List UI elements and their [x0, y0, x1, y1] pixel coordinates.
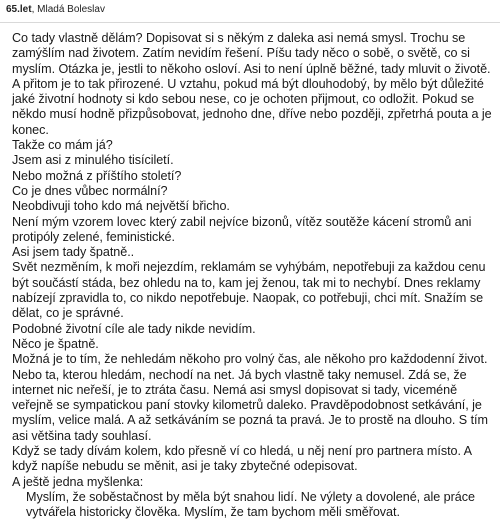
- post-paragraph: Myslím, že soběstačnost by měla být snahou lidí. Ne výlety a dovolené, ale práce vytvářela historicky člověka. Myslím, že tam bychom měli směřovat.: [26, 489, 475, 520]
- post-paragraph: Svět nezměním, k moři nejezdím, reklamám se vyhýbám, nepotřebuji za každou cenu být součástí stáda, bez ohledu na to, kam jej ženou, tak mi to nechybí. Dnes reklamy nabízejí zpravidla to, co nikdo nepotřebuje. Naopak, co potřebuji, chci mít. Snažím se dělat, co je správné.: [12, 260, 486, 321]
- post-paragraph: Něco je špatně.: [12, 336, 99, 351]
- post-paragraph: Takže co mám já?: [12, 138, 113, 153]
- post-paragraph: Když se tady dívám kolem, kdo přesně ví co hledá, u něj není pro partnera místo. A když napíše nebudu se měnit, asi je taky zbytečné odepisovat.: [12, 444, 472, 474]
- profile-location: Mladá Boleslav: [37, 4, 105, 15]
- post-paragraph: Jsem asi z minulého tisíciletí.: [12, 153, 174, 168]
- header-separator: ,: [31, 4, 38, 15]
- post-paragraph: Možná je to tím, že nehledám někoho pro volný čas, ale někoho pro každodenní život. Nebo ta, kterou hledám, nechodí na net. Já bych vlastně taky nemusel. Zdá se, že internet nic neřeší, je to ztráta času. Nemá asi smysl dopisovat si tady, viceméně veřejně se sympatickou paní stovky kilometrů daleko. Pravděpodobnost setkávání, je myslím, velice malá. A až setkáváním se pozná ta pravá. Je to prostě na dlouho. S tím asi většina tady souhlasí.: [12, 352, 488, 443]
- post-paragraph: Neobdivuji toho kdo má největší břicho.: [12, 199, 230, 214]
- post-paragraph: Není mým vzorem lovec který zabil nejvíce bizonů, vítěz soutěže kácení stromů ani protipóly zelené, feministické.: [12, 214, 472, 244]
- profile-age: 65.let: [6, 4, 32, 15]
- profile-header: [0, 0, 500, 22]
- post-paragraph: Co je dnes vůbec normální?: [12, 183, 168, 198]
- profile-text: [0, 23, 500, 521]
- post-paragraph: Nebo možná z příštího století?: [12, 168, 182, 183]
- post-paragraph: Podobné životní cíle ale tady nikde nevidím.: [12, 321, 256, 336]
- post-paragraph: A ještě jedna myšlenka:: [12, 474, 144, 489]
- post-paragraph: Asi jsem tady špatně..: [12, 245, 135, 260]
- post-paragraph: Co tady vlastně dělám? Dopisovat si s někým z daleka asi nemá smysl. Trochu se zamýšlím nad životem. Zatím nevidím řešení. Píšu tady něco o sobě, o světě, co si myslím. Otázka je, jestli to někoho osloví. Asi to není úplně běžné, tady mluvit o životě. A přitom je to tak přirozené. U vztahu, pokud má být dlouhodobý, by mělo být důležité jaké životní hodnoty si kdo sebou nese, co je ochoten přijmout, co odložit. Pokud se někdo musí hodně přizpůsobovat, jednoho dne, dříve nebo později, zpřetrhá pouta a je konec.: [12, 31, 492, 137]
